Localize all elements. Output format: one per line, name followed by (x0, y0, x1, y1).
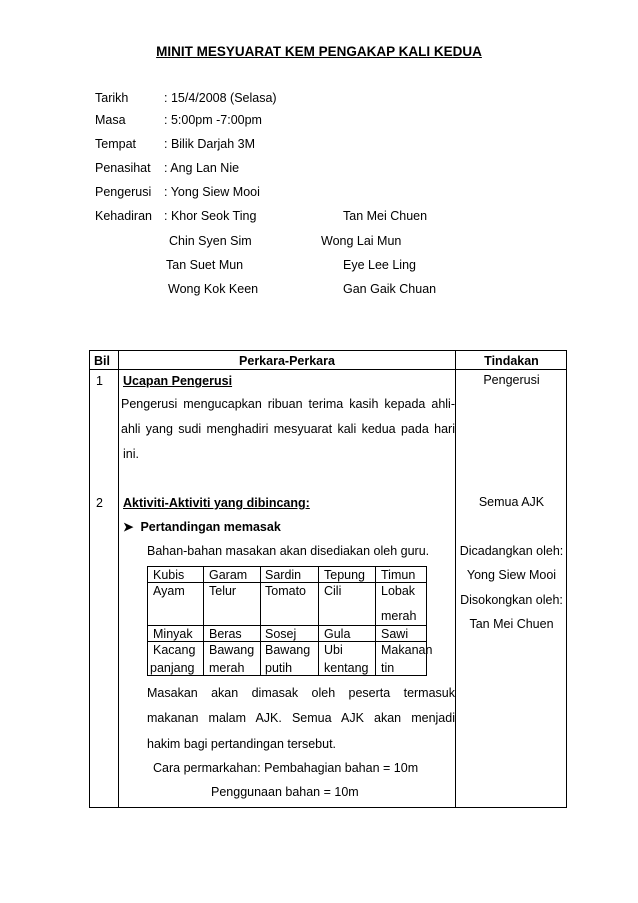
info-row-kehadiran (95, 207, 256, 225)
column-divider (118, 351, 119, 807)
item-title: Aktiviti-Aktiviti yang dibincang: (123, 496, 310, 510)
info-label: Kehadiran (95, 209, 152, 223)
cell-divider (375, 567, 376, 675)
arrow-bullet-icon: ➤ (123, 520, 134, 534)
item-text-line: ini. (123, 447, 139, 461)
ingredient-cell: putih (265, 661, 293, 675)
scoring-line: Cara permarkahan: Pembahagian bahan = 10m (153, 761, 419, 775)
sub-item-title: Pertandingan memasak (140, 520, 281, 534)
ingredient-table (147, 566, 433, 676)
ingredient-cell: Bawang (209, 643, 255, 657)
header-perkara: Perkara-Perkara (239, 354, 335, 368)
info-label: Tarikh (95, 91, 129, 105)
info-label: Penasihat (95, 161, 151, 175)
ingredient-cell: Ayam (153, 584, 185, 598)
tindakan-text: Tan Mei Chuen (469, 617, 554, 631)
info-value: : Khor Seok Ting (164, 209, 257, 223)
tindakan-text: Pengerusi (483, 373, 540, 387)
info-value: : 5:00pm -7:00pm (164, 113, 262, 127)
info-value: : Yong Siew Mooi (164, 185, 260, 199)
info-value: : 15/4/2008 (Selasa) (164, 91, 277, 105)
item-text-line: Masakan akan dimasak oleh peserta termasuk (147, 686, 455, 700)
ingredient-cell: tin (381, 661, 395, 675)
ingredient-cell: merah (209, 661, 245, 675)
ingredient-cell: Sosej (265, 627, 297, 641)
info-value: : Bilik Darjah 3M (164, 137, 255, 151)
tindakan-text: Dicadangkan oleh: (459, 544, 564, 558)
ingredient-cell: Minyak (153, 627, 193, 641)
item-text-line: Pengerusi mengucapkan ribuan terima kasih kepada ahli- (121, 397, 455, 411)
attendee-name: Chin Syen Sim (169, 234, 252, 248)
info-row-tarikh (95, 89, 277, 107)
cell-divider (318, 567, 319, 675)
minutes-table (89, 350, 567, 808)
tindakan-text: Disokongkan oleh: (460, 593, 563, 607)
cell-divider (260, 567, 261, 675)
ingredient-cell: Makanan (381, 643, 433, 657)
item-text-line: makanan malam AJK. Semua AJK akan menjadi (147, 711, 455, 725)
ingredient-cell: Telur (209, 584, 237, 598)
ingredient-cell: Tomato (265, 584, 306, 598)
tindakan-text: Semua AJK (478, 495, 545, 509)
item-text-line: ahli yang sudi menghadiri mesyuarat kali kedua pada hari (121, 422, 455, 436)
ingredient-cell: Kubis (153, 568, 185, 582)
info-label: Tempat (95, 137, 136, 151)
cell-divider (203, 567, 204, 675)
info-row-penasihat (95, 159, 239, 177)
ingredient-cell: Cili (324, 584, 342, 598)
header-bil: Bil (94, 354, 110, 368)
item-text-line: Bahan-bahan masakan akan disediakan oleh guru. (147, 544, 430, 558)
attendee-name: Gan Gaik Chuan (343, 282, 437, 296)
header-divider (90, 369, 566, 370)
info-row-pengerusi (95, 183, 260, 201)
attendee-name: Tan Suet Mun (166, 258, 244, 272)
ingredient-cell: panjang (150, 661, 195, 675)
item-number: 2 (96, 496, 103, 510)
info-label: Pengerusi (95, 185, 152, 199)
ingredient-cell: Lobak (381, 584, 416, 598)
attendee-name: Wong Kok Keen (168, 282, 259, 296)
ingredient-cell: Gula (324, 627, 351, 641)
attendee-name: Wong Lai Mun (321, 234, 402, 248)
item-title: Ucapan Pengerusi (123, 374, 233, 388)
ingredient-cell: Bawang (265, 643, 311, 657)
ingredient-cell: Tepung (324, 568, 366, 582)
ingredient-cell: Sawi (381, 627, 409, 641)
ingredient-cell: Ubi (324, 643, 343, 657)
ingredient-cell: Kacang (153, 643, 196, 657)
sub-item (123, 519, 281, 535)
info-label: Masa (95, 113, 126, 127)
ingredient-cell: Garam (209, 568, 248, 582)
info-value: : Ang Lan Nie (164, 161, 240, 175)
ingredient-cell: Sardin (265, 568, 302, 582)
tindakan-text: Yong Siew Mooi (466, 568, 557, 582)
info-row-masa (95, 111, 262, 129)
document-title: MINIT MESYUARAT KEM PENGAKAP KALI KEDUA (156, 44, 482, 59)
info-row-tempat (95, 135, 255, 153)
ingredient-cell: merah (381, 609, 417, 623)
item-text-line: hakim bagi pertandingan tersebut. (147, 737, 337, 751)
scoring-line: Penggunaan bahan = 10m (211, 785, 359, 799)
ingredient-cell: Timun (381, 568, 416, 582)
attendee-name: Tan Mei Chuen (343, 209, 428, 223)
attendee-name: Eye Lee Ling (343, 258, 416, 272)
ingredient-cell: Beras (209, 627, 242, 641)
header-tindakan: Tindakan (484, 354, 539, 368)
ingredient-cell: kentang (324, 661, 369, 675)
item-number: 1 (96, 374, 103, 388)
